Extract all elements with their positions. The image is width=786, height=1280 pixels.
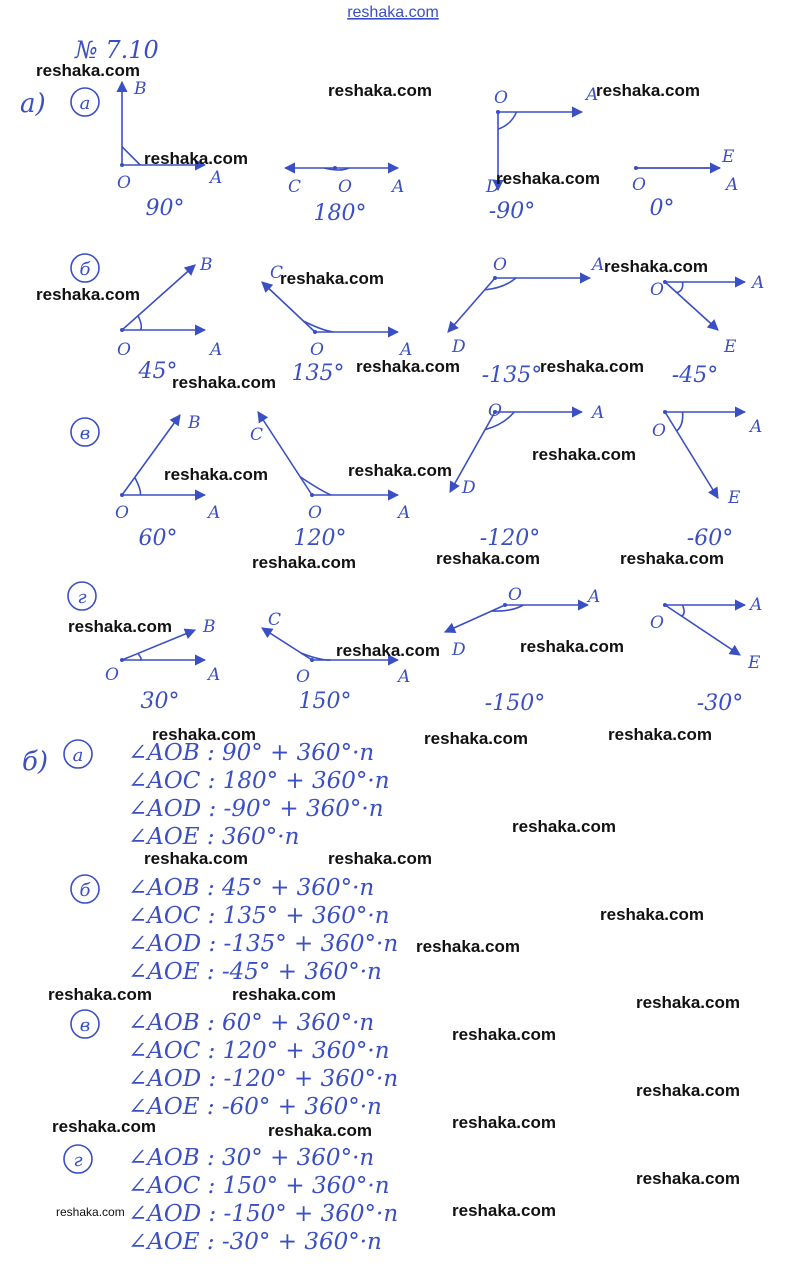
angle-arc	[677, 412, 683, 431]
watermark-text: reshaka.com	[436, 549, 540, 568]
problem-number: № 7.10	[75, 36, 159, 64]
point-label-a: A	[400, 340, 413, 360]
point-label-o: O	[508, 585, 522, 605]
angle-value: 180°	[313, 201, 367, 226]
watermark-text: reshaka.com	[280, 269, 384, 288]
angle-value: -135°	[481, 363, 543, 388]
point-label-o: O	[650, 613, 664, 633]
formula-line: ∠AOB : 90° + 360°·n	[128, 740, 375, 766]
angle-value: 60°	[138, 526, 178, 551]
watermark-text: reshaka.com	[600, 905, 704, 924]
watermark-text: reshaka.com	[596, 81, 700, 100]
angle-arc	[135, 477, 141, 495]
formula-line: ∠AOE : -60° + 360°·n	[128, 1094, 382, 1120]
watermark-text: reshaka.com	[604, 257, 708, 276]
point-label-a: A	[398, 667, 411, 687]
point-label-a: A	[726, 175, 739, 195]
watermark-text: reshaka.com	[336, 641, 440, 660]
formula-line: ∠AOD : -150° + 360°·n	[128, 1201, 399, 1227]
part-b-label: б)	[22, 747, 49, 777]
angle-arc	[677, 282, 683, 293]
point-label-d: D	[452, 337, 466, 357]
origin-dot	[120, 163, 124, 167]
part-b-marker-label: а	[72, 745, 84, 766]
watermark-text: reshaka.com	[452, 1025, 556, 1044]
origin-dot	[120, 658, 124, 662]
point-label-a: A	[392, 177, 405, 197]
point-label-a: A	[208, 503, 221, 523]
angle-arc	[303, 321, 333, 332]
point-label-a: A	[586, 85, 599, 105]
part-a-marker-label: б	[79, 259, 91, 280]
point-label-o: O	[494, 88, 508, 108]
origin-dot	[634, 166, 638, 170]
angle-value: 135°	[291, 361, 345, 386]
formula-line: ∠AOB : 60° + 360°·n	[128, 1010, 375, 1036]
point-label-a: A	[750, 595, 763, 615]
point-label-b: B	[134, 79, 147, 99]
point-label-o: O	[105, 665, 119, 685]
part-a-marker-label: в	[79, 423, 91, 444]
point-label-o: O	[117, 173, 131, 193]
point-label-c: C	[288, 177, 302, 197]
angle-value: -30°	[696, 691, 744, 716]
watermark-text: reshaka.com	[48, 985, 152, 1004]
watermark-text: reshaka.com	[636, 1169, 740, 1188]
point-label-e: E	[724, 337, 737, 357]
angle-value: -120°	[479, 526, 541, 551]
point-label-o: O	[296, 667, 310, 687]
watermark-text: reshaka.com	[416, 937, 520, 956]
point-label-e: E	[722, 147, 735, 167]
watermark-text: reshaka.com	[328, 81, 432, 100]
point-label-o: O	[488, 401, 502, 421]
point-label-a: A	[210, 168, 223, 188]
point-label-d: D	[462, 478, 476, 498]
origin-dot	[310, 493, 314, 497]
formula-line: ∠AOB : 30° + 360°·n	[128, 1145, 375, 1171]
angle-value: 90°	[145, 196, 185, 221]
point-label-a: A	[750, 417, 763, 437]
origin-dot	[120, 493, 124, 497]
angle-figures	[68, 79, 764, 716]
origin-dot	[503, 603, 507, 607]
angle-value: 150°	[298, 689, 352, 714]
point-label-d: D	[486, 177, 500, 197]
part-b-marker-label: б	[79, 880, 91, 901]
formula-line: ∠AOD : -135° + 360°·n	[128, 931, 399, 957]
point-label-c: C	[270, 263, 284, 283]
point-label-o: O	[493, 255, 507, 275]
origin-dot	[496, 110, 500, 114]
watermark-text: reshaka.com	[144, 149, 248, 168]
point-label-a: A	[592, 255, 605, 275]
point-label-a: A	[592, 403, 605, 423]
site-link[interactable]: reshaka.com	[347, 4, 439, 21]
watermark-text: reshaka.com	[328, 849, 432, 868]
point-label-a: A	[752, 273, 765, 293]
formula-line: ∠AOC : 180° + 360°·n	[128, 768, 390, 794]
origin-dot	[120, 328, 124, 332]
ray-second	[262, 628, 312, 660]
watermark-text: reshaka.com	[532, 445, 636, 464]
angle-arc	[300, 477, 331, 495]
watermark-text: reshaka.com	[152, 725, 256, 744]
watermark-text: reshaka.com	[356, 357, 460, 376]
point-label-d: D	[452, 640, 466, 660]
watermark-text: reshaka.com	[608, 725, 712, 744]
watermark-text: reshaka.com	[620, 549, 724, 568]
formula-line: ∠AOE : 360°·n	[128, 824, 300, 850]
point-label-o: O	[115, 503, 129, 523]
watermark-text: reshaka.com	[56, 1205, 125, 1219]
point-label-b: B	[203, 617, 216, 637]
ray-second	[445, 605, 505, 632]
watermark-text: reshaka.com	[540, 357, 644, 376]
watermark-text: reshaka.com	[512, 817, 616, 836]
angle-value: 45°	[138, 359, 178, 384]
angle-arc	[682, 605, 685, 616]
watermark-text: reshaka.com	[172, 373, 276, 392]
watermark-text: reshaka.com	[452, 1201, 556, 1220]
point-label-e: E	[728, 488, 741, 508]
part-a-marker-label: а	[79, 93, 91, 114]
point-label-c: C	[250, 425, 264, 445]
angle-arc	[122, 147, 140, 165]
point-label-b: B	[200, 255, 213, 275]
point-label-b: B	[188, 413, 201, 433]
angle-arc	[138, 316, 141, 330]
origin-dot	[310, 658, 314, 662]
watermark-text: reshaka.com	[268, 1121, 372, 1140]
watermark-text: reshaka.com	[424, 729, 528, 748]
origin-dot	[663, 410, 667, 414]
point-label-o: O	[632, 175, 646, 195]
angle-value: 120°	[293, 526, 347, 551]
ray-second	[665, 412, 718, 498]
watermark-text: reshaka.com	[144, 849, 248, 868]
point-label-o: O	[308, 503, 322, 523]
ray-second	[262, 282, 315, 332]
point-label-a: A	[210, 340, 223, 360]
origin-dot	[333, 166, 337, 170]
formula-line: ∠AOC : 150° + 360°·n	[128, 1173, 390, 1199]
origin-dot	[663, 603, 667, 607]
part-b-marker-label: г	[73, 1150, 83, 1171]
origin-dot	[493, 276, 497, 280]
point-label-e: E	[748, 653, 761, 673]
watermark-text: reshaka.com	[36, 61, 140, 80]
angle-value: -45°	[671, 363, 719, 388]
part-a-marker-label: г	[77, 587, 87, 608]
point-label-a: A	[398, 503, 411, 523]
point-label-a: A	[588, 587, 601, 607]
point-label-o: O	[117, 340, 131, 360]
formula-line: ∠AOB : 45° + 360°·n	[128, 875, 375, 901]
formula-line: ∠AOE : -30° + 360°·n	[128, 1229, 382, 1255]
point-label-o: O	[310, 340, 324, 360]
formula-line: ∠AOC : 120° + 360°·n	[128, 1038, 390, 1064]
formula-line: ∠AOD : -90° + 360°·n	[128, 796, 384, 822]
angle-value: -60°	[686, 526, 734, 551]
watermark-text: reshaka.com	[496, 169, 600, 188]
watermark-text: reshaka.com	[636, 993, 740, 1012]
watermark-text: reshaka.com	[636, 1081, 740, 1100]
point-label-o: O	[652, 421, 666, 441]
watermark-text: reshaka.com	[520, 637, 624, 656]
angle-value: -150°	[484, 691, 546, 716]
angle-value: 0°	[649, 196, 675, 221]
point-label-o: O	[338, 177, 352, 197]
part-a-label: а)	[20, 89, 46, 119]
ray-second	[665, 605, 740, 655]
formula-line: ∠AOC : 135° + 360°·n	[128, 903, 390, 929]
formula-line: ∠AOD : -120° + 360°·n	[128, 1066, 399, 1092]
ray-second	[448, 278, 495, 332]
watermark-text: reshaka.com	[348, 461, 452, 480]
point-label-a: A	[208, 665, 221, 685]
part-b-marker-label: в	[79, 1015, 91, 1036]
watermark-text: reshaka.com	[68, 617, 172, 636]
origin-dot	[313, 330, 317, 334]
watermark-text: reshaka.com	[164, 465, 268, 484]
formula-line: ∠AOE : -45° + 360°·n	[128, 959, 382, 985]
angle-arc	[138, 653, 141, 660]
point-label-o: O	[650, 280, 664, 300]
angle-value: 30°	[140, 689, 180, 714]
point-label-c: C	[268, 610, 282, 630]
angle-arc	[498, 112, 516, 129]
watermark-text: reshaka.com	[252, 553, 356, 572]
angle-value: -90°	[488, 199, 536, 224]
watermark-text: reshaka.com	[36, 285, 140, 304]
watermark-text: reshaka.com	[52, 1117, 156, 1136]
watermark-text: reshaka.com	[232, 985, 336, 1004]
ray-second	[665, 282, 718, 330]
watermark-text: reshaka.com	[452, 1113, 556, 1132]
